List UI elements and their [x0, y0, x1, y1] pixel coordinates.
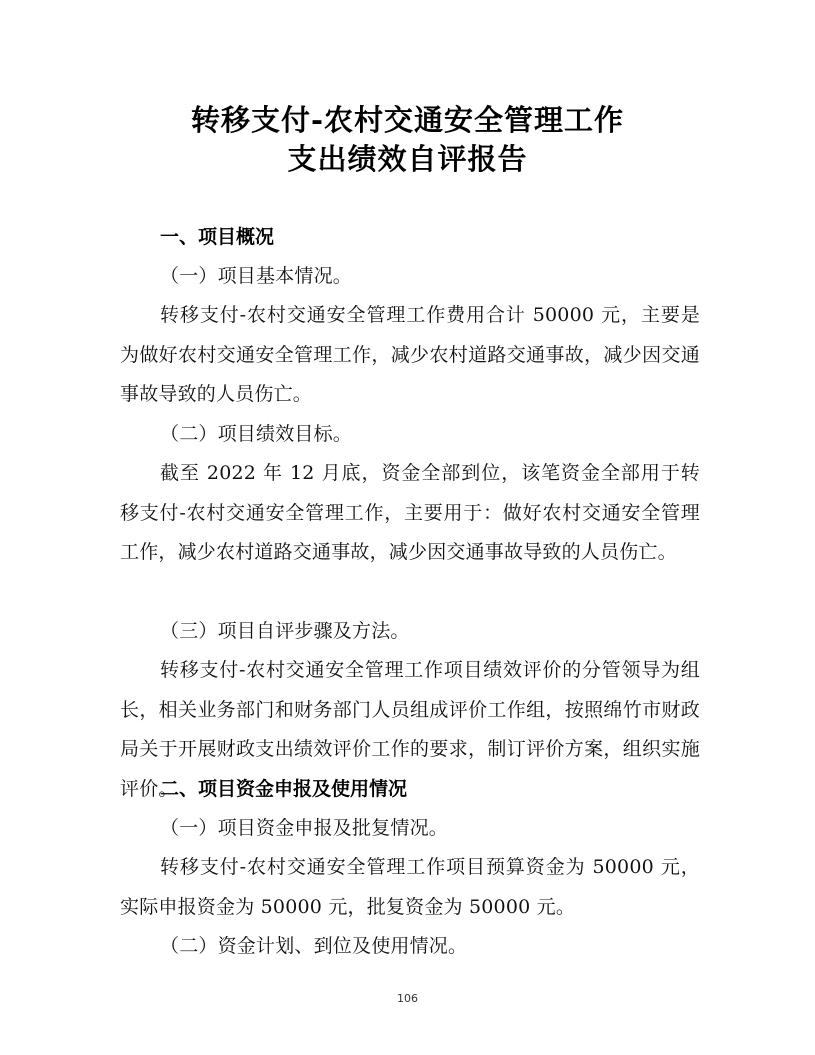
section-heading-2: 二、项目资金申报及使用情况: [160, 778, 408, 800]
paragraph-1-1: 转移支付-农村交通安全管理工作费用合计 50000 元，主要是为做好农村交通安全管理工作，减少农村道路交通事故，减少因交通事故导致的人员伤亡。: [120, 304, 700, 405]
page-number: 106: [397, 992, 418, 1005]
section-heading-1: 一、项目概况: [160, 226, 275, 248]
subsection-heading-2-1: （一）项目资金申报及批复情况。: [160, 817, 449, 839]
paragraph-1-3: 转移支付-农村交通安全管理工作项目绩效评价的分管领导为组长，相关业务部门和财务部门人员组成评价工作组，按照绵竹市财政局关于开展财政支出绩效评价工作的要求，制订评价方案，组织实施评价。: [120, 659, 700, 800]
document-title-line1: 转移支付-农村交通安全管理工作: [190, 103, 625, 137]
paragraph-1-2: 截至 2022 年 12 月底，资金全部到位，该笔资金全部用于转移支付-农村交通安全管理工作，主要用于：做好农村交通安全管理工作，减少农村道路交通事故，减少因交通事故导致的人员伤亡。: [120, 462, 700, 563]
paragraph-2-1: 转移支付-农村交通安全管理工作项目预算资金为 50000 元，实际申报资金为 50000 元，批复资金为 50000 元。: [120, 856, 700, 918]
document-title-line2: 支出绩效自评报告: [287, 142, 528, 176]
subsection-heading-1-1: （一）项目基本情况。: [160, 265, 353, 287]
subsection-heading-2-2: （二）资金计划、到位及使用情况。: [160, 935, 468, 957]
subsection-heading-1-3: （三）项目自评步骤及方法。: [160, 620, 410, 642]
subsection-heading-1-2: （二）项目绩效目标。: [160, 423, 353, 445]
